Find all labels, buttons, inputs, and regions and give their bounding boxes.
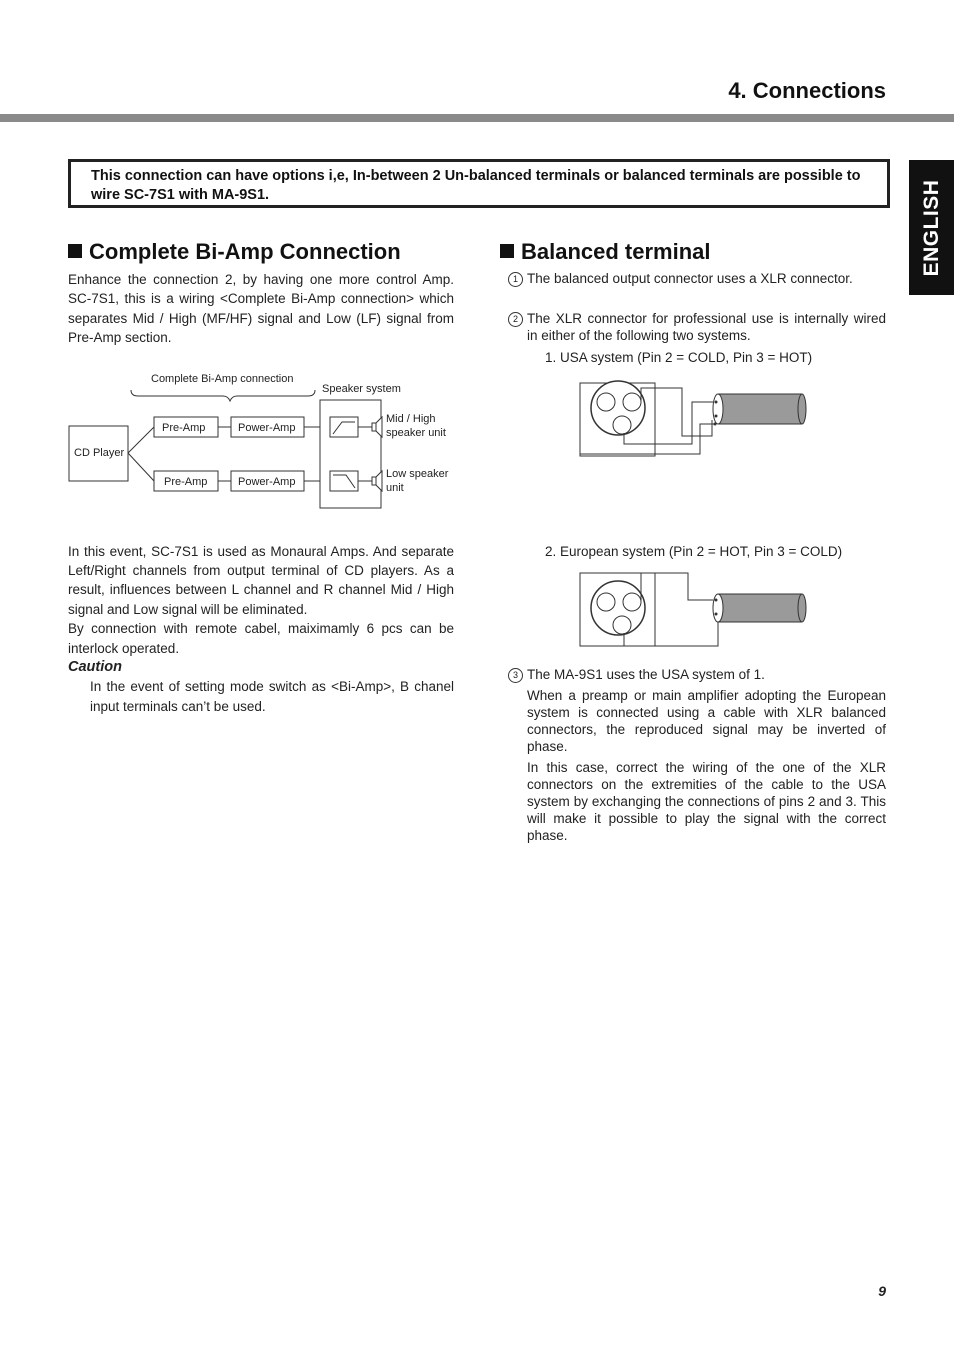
low-label-1: Low speaker [386,467,449,480]
balanced-item-3-paragraph-2: In this case, correct the wiring of the one of the XLR connectors on the extremities of the cable to the USA system by exchanging the connections of pins 2 and 3. This will make it possible to play the signal with the correct phase. [527,760,886,843]
language-tab [909,160,954,295]
page-number: 9 [878,1283,886,1299]
european-wiring-diagram [500,568,886,658]
square-bullet-icon [500,244,514,258]
bi-amp-diagram [68,370,454,520]
balanced-item-1: 1 The balanced output connector uses a XLR connector. [500,270,886,287]
cable-end-right [798,394,806,424]
notice-box: This connection can have options i,e, In-between 2 Un-balanced terminals or balanced terminals are possible to wire SC-7S1 with MA-9S1. [68,159,890,208]
cd-player-label: CD Player [74,446,125,459]
usa-system-label: 1. USA system (Pin 2 = COLD, Pin 3 = HOT) [545,350,813,365]
usa-wiring-diagram [500,378,886,468]
balanced-item-3-paragraph-1: When a preamp or main amplifier adopting the European system is connected using a cable with XLR balanced connectors, the reproduced signal may be inverted of phase. [527,688,886,754]
pin-1 [597,393,615,411]
balanced-item-2: 2 The XLR connector for professional use is internally wired in either of the following two systems. [500,310,886,344]
balanced-item-3: 3 The MA-9S1 uses the USA system of 1. [500,666,886,683]
cable-end-left [713,594,723,622]
pre-amp-bottom-label: Pre-Amp [164,475,208,488]
bi-amp-intro: Enhance the connection 2, by having one more control Amp. SC-7S1, this is a wiring <Complete Bi-Amp connection> which separates Mid / High (MF/HF) signal and Low (LF) signal from Pre-Amp section. [68,272,454,346]
pin-3 [613,616,631,634]
circled-number-1: 1 [508,272,523,287]
pin-1 [597,593,615,611]
bracket [131,390,315,401]
high-pass-filter-box [330,417,358,437]
section-title: 4. Connections [728,78,886,103]
balanced-section [500,238,886,844]
bi-amp-body-2: By connection with remote cabel, maiximamly 6 pcs can be interlock operated. [68,621,454,656]
caution-text: In the event of setting mode switch as <Bi-Amp>, B chanel input terminals can’t be used. [90,679,454,715]
pre-amp-top-label: Pre-Amp [162,421,206,434]
european-system-label: 2. European system (Pin 2 = HOT, Pin 3 = COLD) [545,544,843,559]
balanced-heading: Balanced terminal [500,238,886,266]
pin-3 [613,416,631,434]
speaker-system-box [320,400,381,508]
power-amp-bottom-label: Power-Amp [238,475,296,488]
language-tab-label: ENGLISH [919,179,943,276]
cable-body [718,394,802,424]
header-rule [0,114,954,122]
square-bullet-icon [68,244,82,258]
speaker-system-label: Speaker system [322,382,401,395]
circled-number-3: 3 [508,668,523,683]
cable-end-right [798,594,806,622]
low-pass-filter-box [330,471,358,491]
mid-high-label-1: Mid / High [386,412,436,425]
caution-heading: Caution [68,659,122,676]
bracket-label: Complete Bi-Amp connection [151,372,294,385]
pin-2 [623,593,641,611]
bi-amp-body: In this event, SC-7S1 is used as Monaural Amps. And separate Left/Right channels from output terminal of CD players. As a result, influences between L channel and R channel Mid / High signal and Low signal will be eliminated. [68,543,454,617]
pin-2 [623,393,641,411]
bi-amp-section [68,238,454,717]
power-amp-top-label: Power-Amp [238,421,296,434]
cable-body [718,594,802,622]
low-label-2: unit [386,481,404,494]
bi-amp-heading: Complete Bi-Amp Connection [68,238,454,266]
mid-high-label-2: speaker unit [386,426,446,439]
cable-end-left [713,394,723,424]
circled-number-2: 2 [508,312,523,327]
